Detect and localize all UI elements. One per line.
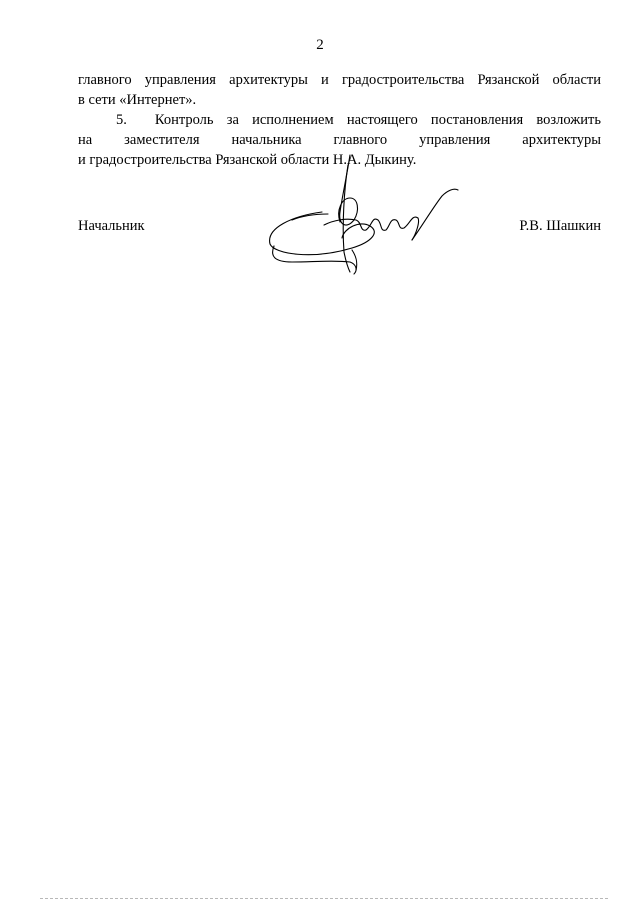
footer-divider: [40, 898, 608, 899]
paragraph-4-line-2: в сети «Интернет».: [78, 92, 197, 108]
paragraph-5-line-1: [78, 110, 601, 130]
handwritten-signature: [262, 150, 472, 285]
signatory-position: Начальник: [78, 218, 145, 234]
paragraph-4-line-1: главного управления архитектуры и градостроительства Рязанской области: [78, 72, 601, 88]
paragraph-5-text: Контроль за исполнением настоящего постановления возложить: [154, 112, 601, 128]
paragraph-5-number: 5.: [116, 112, 127, 128]
page-number: 2: [316, 37, 324, 53]
paragraph-5-line-2: на заместителя начальника главного управления архитектуры: [78, 132, 601, 148]
paragraph-5-line-3: и градостроительства Рязанской области Н.А. Дыкину.: [78, 152, 417, 168]
signatory-name: Р.В. Шашкин: [519, 218, 601, 234]
